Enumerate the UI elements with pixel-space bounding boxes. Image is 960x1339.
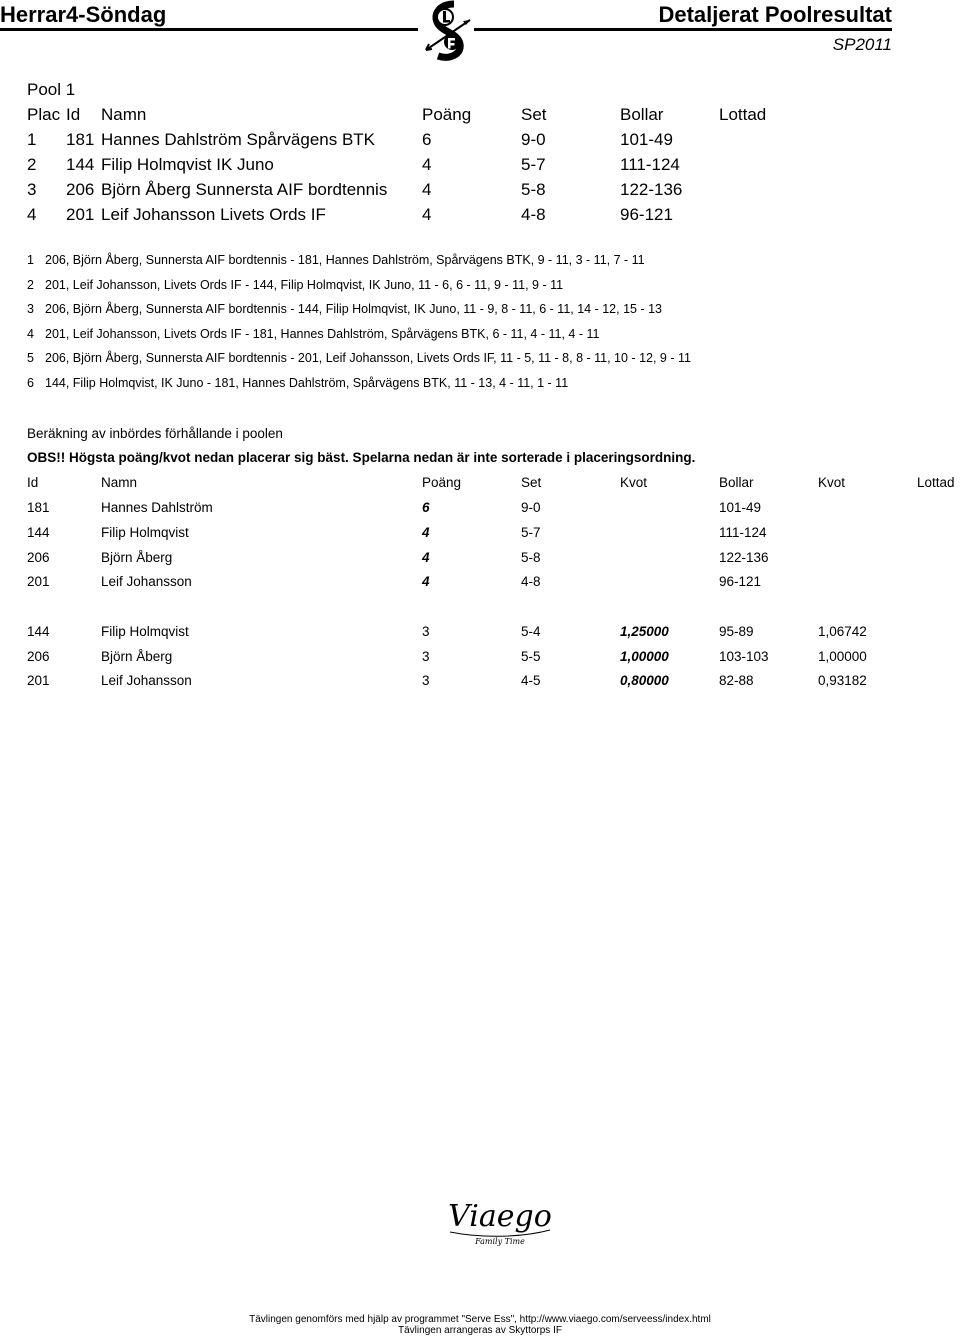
cell-poang: 4 [422, 550, 430, 565]
cell-plac: 2 [27, 155, 37, 174]
col-header-kvot: Kvot [620, 475, 648, 490]
table-row [0, 574, 960, 594]
pool-title: Pool 1 [27, 80, 76, 99]
cell-set: 9-0 [521, 130, 546, 149]
page-title-right: Detaljerat Poolresultat [658, 2, 892, 27]
col-header-poang: Poäng [422, 105, 472, 124]
cell-set: 5-8 [521, 550, 541, 565]
cell-set: 4-5 [521, 673, 541, 688]
header-rule-left [0, 28, 418, 31]
cell-bollar: 96-121 [719, 574, 762, 589]
match-result: 206, Björn Åberg, Sunnersta AIF bordtennis - 144, Filip Holmqvist, IK Juno, 11 - 9, 8 - 11, 6 - 11, 14 - 12, 15 - 13 [45, 302, 662, 316]
cell-kvot: 1,00000 [620, 649, 669, 664]
table-row [0, 205, 960, 229]
table-row [0, 550, 960, 570]
cell-namn: Leif Johansson [101, 673, 192, 688]
table-row [0, 624, 960, 644]
cell-namn: Leif Johansson Livets Ords IF [101, 205, 326, 224]
cell-kvot-bollar: 1,00000 [818, 649, 867, 664]
match-result: 201, Leif Johansson, Livets Ords IF - 144, Filip Holmqvist, IK Juno, 11 - 6, 6 - 11, 9 - 11, 9 - 11 [45, 278, 564, 292]
col-header-lottad: Lottad [917, 475, 955, 490]
col-header-lottad: Lottad [719, 105, 767, 124]
cell-bollar: 101-49 [719, 500, 762, 515]
col-header-set: Set [521, 105, 547, 124]
cell-kvot: 0,80000 [620, 673, 669, 688]
cell-kvot: 1,25000 [620, 624, 669, 639]
viaego-wordmark: Viaego [448, 1199, 552, 1234]
cell-set: 4-8 [521, 205, 546, 224]
cell-bollar: 101-49 [620, 130, 673, 149]
cell-bollar: 96-121 [620, 205, 673, 224]
page-title-left: Herrar4-Söndag [0, 2, 167, 27]
cell-poang: 4 [422, 574, 430, 589]
col-header-bollar: Bollar [620, 105, 664, 124]
calc-section-title: Beräkning av inbördes förhållande i poolen [27, 426, 283, 441]
viaego-tagline: Family Time [475, 1237, 525, 1246]
cell-bollar: 122-136 [620, 180, 683, 199]
col-header-kvot-bollar: Kvot [818, 475, 846, 490]
club-crest-icon [424, 0, 472, 64]
cell-kvot-bollar: 0,93182 [818, 673, 867, 688]
cell-id: 201 [27, 673, 50, 688]
col-header-id: Id [66, 105, 81, 124]
match-number: 5 [27, 351, 34, 365]
col-header-plac: Plac [27, 105, 61, 124]
cell-poang: 6 [422, 500, 430, 515]
cell-id: 206 [66, 180, 95, 199]
cell-bollar: 122-136 [719, 550, 769, 565]
footer-program-note: Tävlingen genomförs med hjälp av programmet "Serve Ess", http://www.viaego.com/serveess/index.html [249, 1314, 711, 1325]
cell-id: 144 [66, 155, 95, 174]
table-row [0, 155, 960, 179]
cell-set: 9-0 [521, 500, 541, 515]
cell-bollar: 103-103 [719, 649, 769, 664]
match-number: 4 [27, 327, 34, 341]
cell-poang: 3 [422, 649, 430, 664]
cell-namn: Björn Åberg [101, 550, 173, 565]
cell-set: 5-7 [521, 525, 541, 540]
cell-bollar: 111-124 [719, 525, 767, 540]
cell-kvot-bollar: 1,06742 [818, 624, 867, 639]
table-row [0, 180, 960, 204]
cell-poang: 4 [422, 205, 432, 224]
cell-namn: Hannes Dahlström [101, 500, 213, 515]
cell-set: 5-7 [521, 155, 546, 174]
footer-organizer-note: Tävlingen arrangeras av Skyttorps IF [398, 1325, 562, 1336]
cell-bollar: 82-88 [719, 673, 754, 688]
cell-id: 144 [27, 624, 50, 639]
table-row [0, 500, 960, 520]
cell-plac: 1 [27, 130, 37, 149]
match-result: 206, Björn Åberg, Sunnersta AIF bordtennis - 181, Hannes Dahlström, Spårvägens BTK, 9 - 11, 3 - 11, 7 - 11 [45, 253, 645, 267]
cell-id: 201 [27, 574, 50, 589]
table-row [0, 130, 960, 154]
col-header-poang: Poäng [422, 475, 462, 490]
cell-id: 206 [27, 550, 50, 565]
viaego-logo-icon [440, 1192, 560, 1248]
match-result: 201, Leif Johansson, Livets Ords IF - 181, Hannes Dahlström, Spårvägens BTK, 6 - 11, 4 - 11, 4 - 11 [45, 327, 600, 341]
cell-namn: Leif Johansson [101, 574, 192, 589]
table-row [0, 525, 960, 545]
cell-namn: Björn Åberg [101, 649, 173, 664]
cell-id: 181 [66, 130, 95, 149]
cell-bollar: 95-89 [719, 624, 754, 639]
cell-poang: 3 [422, 624, 430, 639]
cell-poang: 4 [422, 525, 430, 540]
match-number: 2 [27, 278, 34, 292]
cell-poang: 4 [422, 155, 432, 174]
cell-namn: Filip Holmqvist [101, 624, 189, 639]
col-header-set: Set [521, 475, 542, 490]
cell-poang: 3 [422, 673, 430, 688]
cell-plac: 4 [27, 205, 37, 224]
cell-poang: 4 [422, 180, 432, 199]
col-header-id: Id [27, 475, 39, 490]
cell-id: 144 [27, 525, 50, 540]
match-number: 6 [27, 376, 34, 390]
cell-bollar: 111-124 [620, 155, 680, 174]
col-header-bollar: Bollar [719, 475, 754, 490]
header-rule-right [474, 28, 892, 31]
match-number: 3 [27, 302, 34, 316]
cell-id: 201 [66, 205, 95, 224]
table-row [0, 673, 960, 693]
cell-poang: 6 [422, 130, 432, 149]
cell-id: 206 [27, 649, 50, 664]
match-result: 144, Filip Holmqvist, IK Juno - 181, Hannes Dahlström, Spårvägens BTK, 11 - 13, 4 - 11, 1 - 11 [45, 376, 569, 390]
page-subtitle: SP2011 [832, 35, 892, 54]
cell-id: 181 [27, 500, 50, 515]
cell-set: 4-8 [521, 574, 541, 589]
table-row [0, 649, 960, 669]
cell-plac: 3 [27, 180, 37, 199]
cell-namn: Filip Holmqvist IK Juno [101, 155, 274, 174]
cell-namn: Filip Holmqvist [101, 525, 189, 540]
col-header-namn: Namn [101, 105, 147, 124]
calc-header-row [0, 475, 960, 495]
cell-namn: Hannes Dahlström Spårvägens BTK [101, 130, 376, 149]
cell-set: 5-8 [521, 180, 546, 199]
match-number: 1 [27, 253, 34, 267]
cell-namn: Björn Åberg Sunnersta AIF bordtennis [101, 180, 388, 199]
cell-set: 5-4 [521, 624, 541, 639]
col-header-namn: Namn [101, 475, 138, 490]
calc-note: OBS!! Högsta poäng/kvot nedan placerar sig bäst. Spelarna nedan är inte sorterade i placeringsordning. [27, 450, 696, 465]
pool-header-row [0, 105, 960, 129]
cell-set: 5-5 [521, 649, 541, 664]
match-result: 206, Björn Åberg, Sunnersta AIF bordtennis - 201, Leif Johansson, Livets Ords IF, 11 - 5, 11 - 8, 8 - 11, 10 - 12, 9 - 11 [45, 351, 691, 365]
